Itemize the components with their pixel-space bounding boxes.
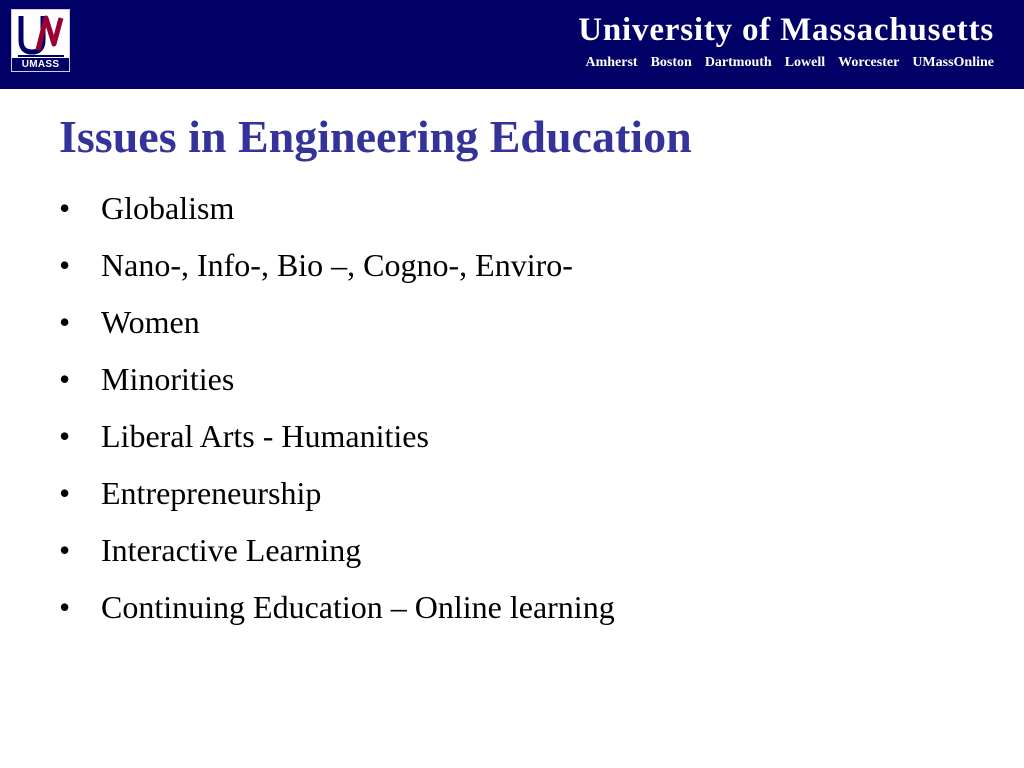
bullet-text: Continuing Education – Online learning	[101, 589, 615, 625]
campus-item-amherst: Amherst	[585, 55, 638, 70]
bullet-text: Liberal Arts - Humanities	[101, 418, 429, 454]
campus-item-dartmouth: Dartmouth	[704, 55, 772, 70]
campus-item-lowell: Lowell	[784, 55, 826, 70]
campus-list	[585, 54, 994, 72]
bullet-text: Interactive Learning	[101, 532, 362, 568]
bullet-text: Nano-, Info-, Bio –, Cogno-, Enviro-	[101, 247, 573, 283]
bullet-marker: •	[59, 247, 71, 283]
bullet-marker: •	[59, 190, 71, 226]
logo-wordmark: UMASS	[12, 58, 69, 71]
bullet-marker: •	[59, 532, 71, 568]
bullet-marker: •	[59, 304, 71, 340]
bullet-marker: •	[59, 475, 71, 511]
bullet-text: Globalism	[101, 190, 235, 226]
bullet-text: Women	[101, 304, 200, 340]
bullet-marker: •	[59, 418, 71, 454]
umass-logo	[11, 9, 70, 72]
university-title: University of Massachusetts	[578, 12, 994, 48]
slide-title: Issues in Engineering Education	[59, 111, 692, 162]
campus-item-umassonline: UMassOnline	[912, 55, 994, 70]
bullet-text: Entrepreneurship	[101, 475, 322, 511]
bullet-marker: •	[59, 361, 71, 397]
bullet-text: Minorities	[101, 361, 235, 397]
campus-item-worcester: Worcester	[838, 55, 900, 70]
bullet-marker: •	[59, 589, 71, 625]
header-banner	[0, 0, 1024, 89]
campus-item-boston: Boston	[650, 55, 692, 70]
umass-monogram-icon	[12, 10, 69, 58]
